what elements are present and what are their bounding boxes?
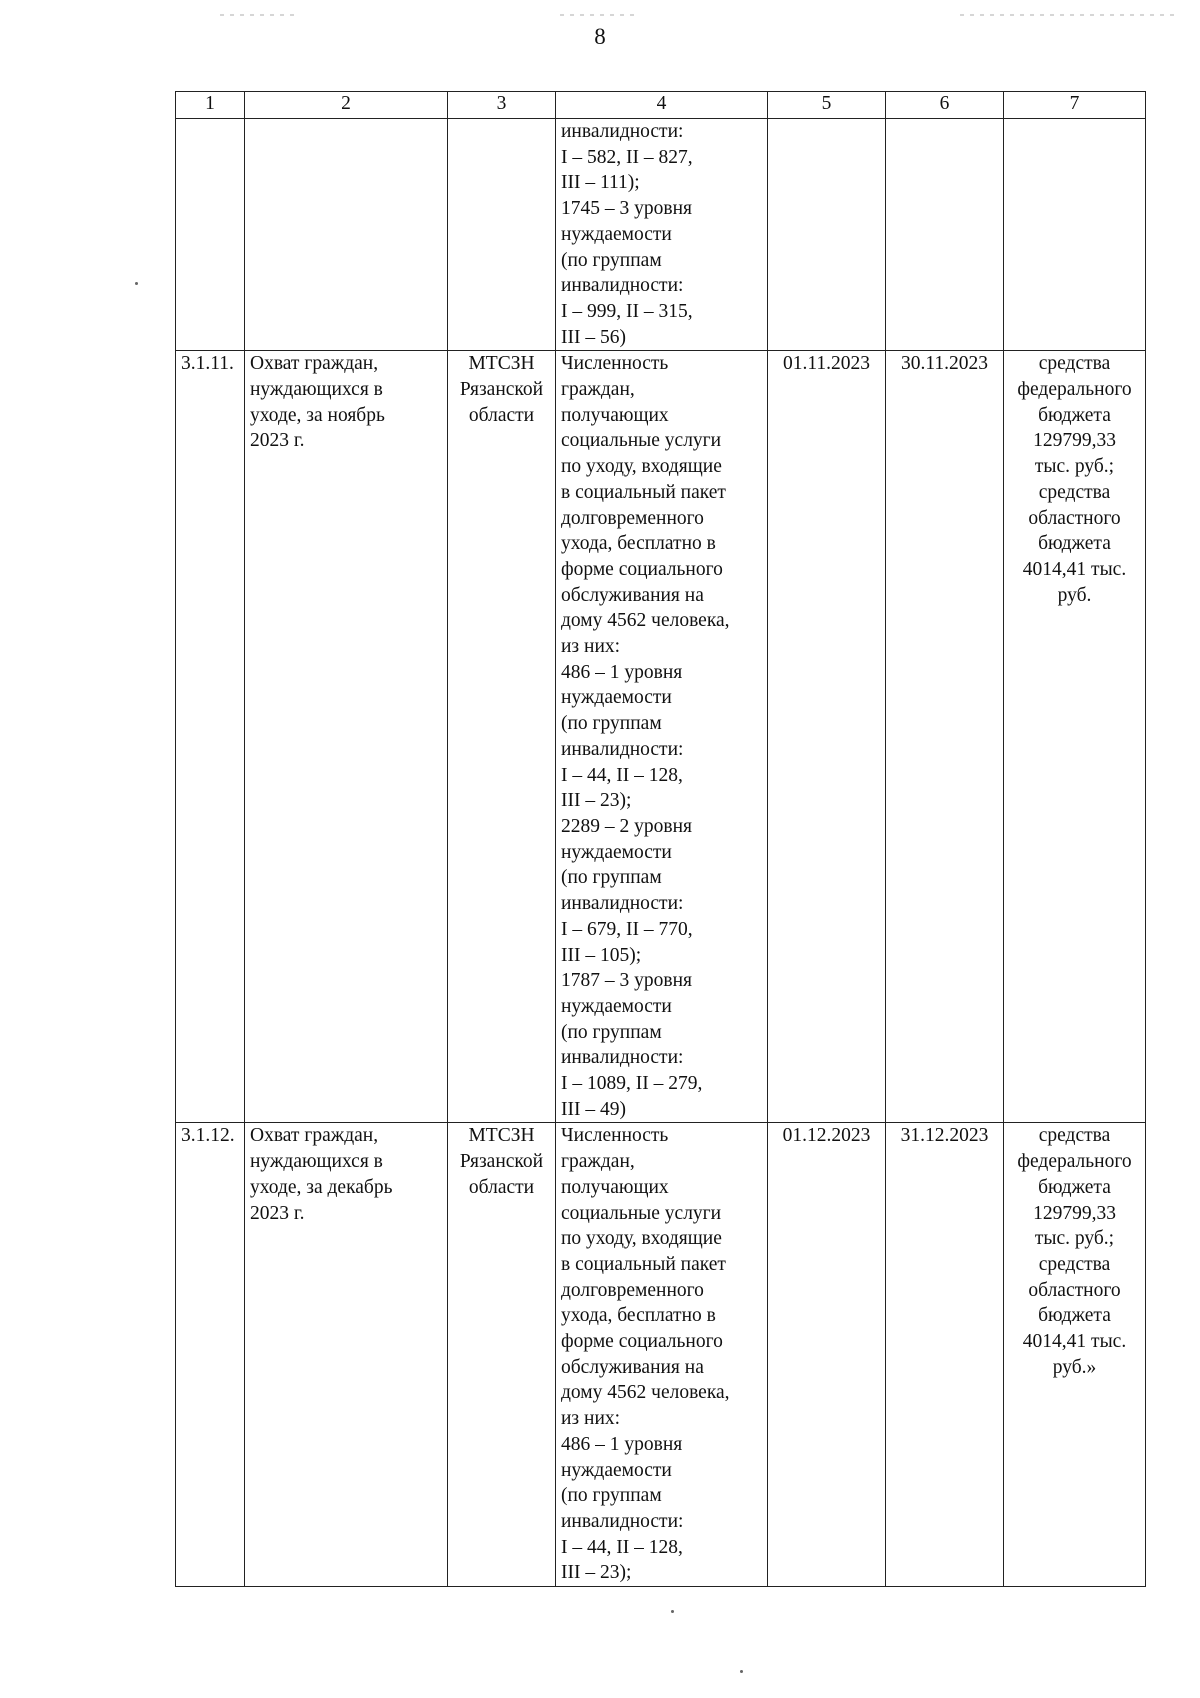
text-line: обслуживания на — [561, 1356, 704, 1378]
start-date: 01.12.2023 — [768, 1123, 886, 1587]
table-row — [176, 351, 1146, 1123]
text-line: инвалидности: — [561, 121, 684, 142]
text-line: нуждаемости — [561, 1459, 672, 1481]
text-line: 4014,41 тыс. — [1022, 558, 1127, 580]
text-line: дому 4562 человека, — [561, 1382, 730, 1404]
text-line: области — [468, 404, 535, 426]
text-line: социальные услуги — [561, 430, 722, 452]
text-line: Охват граждан, — [250, 1125, 379, 1147]
text-line: уходе, за ноябрь — [250, 404, 385, 426]
text-line: по уходу, входящие — [561, 1228, 722, 1250]
text-line: Охват граждан, — [250, 353, 379, 375]
text-line: долговременного — [561, 507, 704, 529]
text-line: Рязанской — [459, 379, 544, 401]
text-line: инвалидности: — [561, 893, 684, 915]
end-date: 30.11.2023 — [886, 351, 1004, 1123]
text-line: областного — [1028, 507, 1121, 529]
page-number: 8 — [594, 24, 606, 49]
text-line: граждан, — [561, 379, 635, 401]
text-line: инвалидности: — [561, 738, 684, 760]
table-row — [176, 1123, 1146, 1587]
number-cell — [176, 119, 245, 351]
text-line: (по группам — [561, 1021, 662, 1043]
scan-speck — [671, 1610, 674, 1613]
text-line: нуждаемости — [561, 223, 672, 245]
column-header: 7 — [1004, 92, 1146, 119]
funds-cell — [1004, 119, 1146, 351]
text-line: III – 23); — [561, 790, 632, 812]
text-line: по уходу, входящие — [561, 456, 722, 478]
text-line: 1787 – 3 уровня — [561, 970, 692, 992]
text-line: социальные услуги — [561, 1202, 722, 1224]
text-line: области — [468, 1176, 535, 1198]
text-line: Численность — [561, 1125, 669, 1147]
text-line: 129799,33 — [1033, 430, 1116, 452]
text-line: уходе, за декабрь — [250, 1176, 393, 1198]
text-line: Рязанской — [459, 1151, 544, 1173]
text-line: I – 44, II – 128, — [561, 764, 683, 786]
text-line: из них: — [561, 636, 621, 658]
event-cell — [245, 1123, 448, 1587]
indicator-cell — [556, 1123, 768, 1587]
text-line: нуждающихся в — [250, 1151, 383, 1173]
funds-cell — [1004, 351, 1146, 1123]
text-line: тыс. руб.; — [1034, 456, 1115, 478]
indicator-cell — [556, 351, 768, 1123]
column-header: 5 — [768, 92, 886, 119]
scan-artifact — [560, 14, 640, 16]
org-cell — [448, 1123, 556, 1587]
text-line: средства — [1038, 481, 1111, 503]
text-line: федерального — [1017, 1151, 1132, 1173]
row-number: 3.1.11. — [176, 351, 245, 1123]
text-line: III – 105); — [561, 944, 642, 966]
text-line: III – 111); — [561, 172, 640, 194]
text-line: бюджета — [1038, 1305, 1111, 1327]
text-line: получающих — [561, 404, 669, 426]
text-line: 2023 г. — [250, 1202, 305, 1224]
row-number: 3.1.12. — [176, 1123, 245, 1587]
text-line: 1745 – 3 уровня — [561, 198, 692, 220]
text-line: в социальный пакет — [561, 481, 726, 503]
org-cell — [448, 351, 556, 1123]
scan-speck — [740, 1670, 743, 1673]
text-line: бюджета — [1038, 1176, 1111, 1198]
text-line: форме социального — [561, 558, 723, 580]
end-date-cell — [886, 119, 1004, 351]
scan-artifact — [960, 14, 1180, 16]
text-line: Численность — [561, 353, 669, 375]
end-date: 31.12.2023 — [886, 1123, 1004, 1587]
text-line: 129799,33 — [1033, 1202, 1116, 1224]
text-line: (по группам — [561, 713, 662, 735]
column-header: 3 — [448, 92, 556, 119]
text-line: нуждаемости — [561, 687, 672, 709]
text-line: I – 679, II – 770, — [561, 918, 693, 940]
text-line: бюджета — [1038, 404, 1111, 426]
text-line: (по группам — [561, 867, 662, 889]
text-line: инвалидности: — [561, 275, 684, 297]
event-cell — [245, 119, 448, 351]
text-line: I – 1089, II – 279, — [561, 1073, 703, 1095]
start-date-cell — [768, 119, 886, 351]
scan-artifact — [220, 14, 300, 16]
text-line: граждан, — [561, 1151, 635, 1173]
text-line: в социальный пакет — [561, 1253, 726, 1275]
text-line: обслуживания на — [561, 584, 704, 606]
text-line: 4014,41 тыс. — [1022, 1331, 1127, 1353]
text-line: нуждаемости — [561, 995, 672, 1017]
text-line: форме социального — [561, 1331, 723, 1353]
text-line: (по группам — [561, 1485, 662, 1507]
column-header: 6 — [886, 92, 1004, 119]
text-line: (по группам — [561, 249, 662, 271]
text-line: III – 23); — [561, 1562, 632, 1584]
text-line: средства — [1038, 1253, 1111, 1275]
indicator-cell — [556, 119, 768, 351]
text-line: тыс. руб.; — [1034, 1228, 1115, 1250]
column-header: 2 — [245, 92, 448, 119]
text-line: бюджета — [1038, 533, 1111, 555]
event-cell — [245, 351, 448, 1123]
continuation-row — [176, 119, 1146, 351]
text-line: из них: — [561, 1408, 621, 1430]
start-date: 01.11.2023 — [768, 351, 886, 1123]
text-line: получающих — [561, 1176, 669, 1198]
text-line: I – 582, II – 827, — [561, 146, 693, 168]
text-line: 486 – 1 уровня — [561, 1433, 683, 1455]
scan-speck — [135, 282, 138, 285]
text-line: областного — [1028, 1279, 1121, 1301]
text-line: ухода, бесплатно в — [561, 533, 716, 555]
text-line: нуждающихся в — [250, 379, 383, 401]
text-line: I – 999, II – 315, — [561, 300, 693, 322]
column-header: 4 — [556, 92, 768, 119]
text-line: ухода, бесплатно в — [561, 1305, 716, 1327]
document-table — [175, 91, 1146, 1587]
text-line: руб.» — [1052, 1356, 1097, 1378]
text-line: федерального — [1017, 379, 1132, 401]
header-row — [176, 92, 1146, 119]
text-line: 2023 г. — [250, 430, 305, 452]
text-line: средства — [1038, 1125, 1111, 1147]
text-line: средства — [1038, 353, 1111, 375]
text-line: нуждаемости — [561, 841, 672, 863]
text-line: долговременного — [561, 1279, 704, 1301]
text-line: инвалидности: — [561, 1510, 684, 1532]
text-line: дому 4562 человека, — [561, 610, 730, 632]
text-line: I – 44, II – 128, — [561, 1536, 683, 1558]
column-header: 1 — [176, 92, 245, 119]
text-line: 2289 – 2 уровня — [561, 815, 692, 837]
text-line: МТСЗН — [468, 1125, 535, 1147]
text-line: МТСЗН — [468, 353, 535, 375]
text-line: руб. — [1057, 584, 1092, 606]
text-line: III – 56) — [561, 326, 626, 348]
text-line: 486 – 1 уровня — [561, 661, 683, 683]
text-line: III – 49) — [561, 1098, 626, 1120]
funds-cell — [1004, 1123, 1146, 1587]
org-cell — [448, 119, 556, 351]
text-line: инвалидности: — [561, 1047, 684, 1069]
